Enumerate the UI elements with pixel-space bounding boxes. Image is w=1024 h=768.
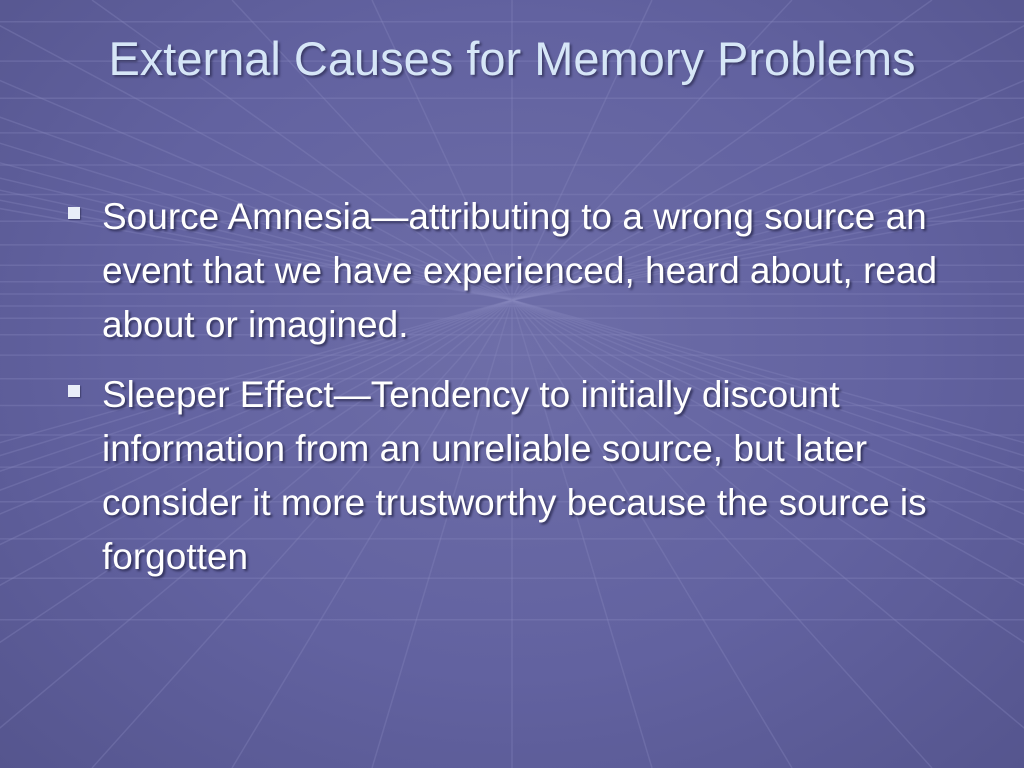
bullet-text: Source Amnesia—attributing to a wrong source an event that we have experienced, heard about, read about or imagined.: [102, 196, 938, 345]
slide-title: External Causes for Memory Problems: [108, 32, 916, 85]
bullet-list: [58, 190, 938, 600]
bullet-item-sleeper-effect: [58, 368, 938, 584]
bullet-item-source-amnesia: [58, 190, 938, 352]
bullet-text: Sleeper Effect—Tendency to initially discount information from an unreliable source, but later consider it more trustworthy because the source is forgotten: [102, 374, 927, 577]
square-bullet-icon: [68, 385, 80, 397]
square-bullet-icon: [68, 207, 80, 219]
